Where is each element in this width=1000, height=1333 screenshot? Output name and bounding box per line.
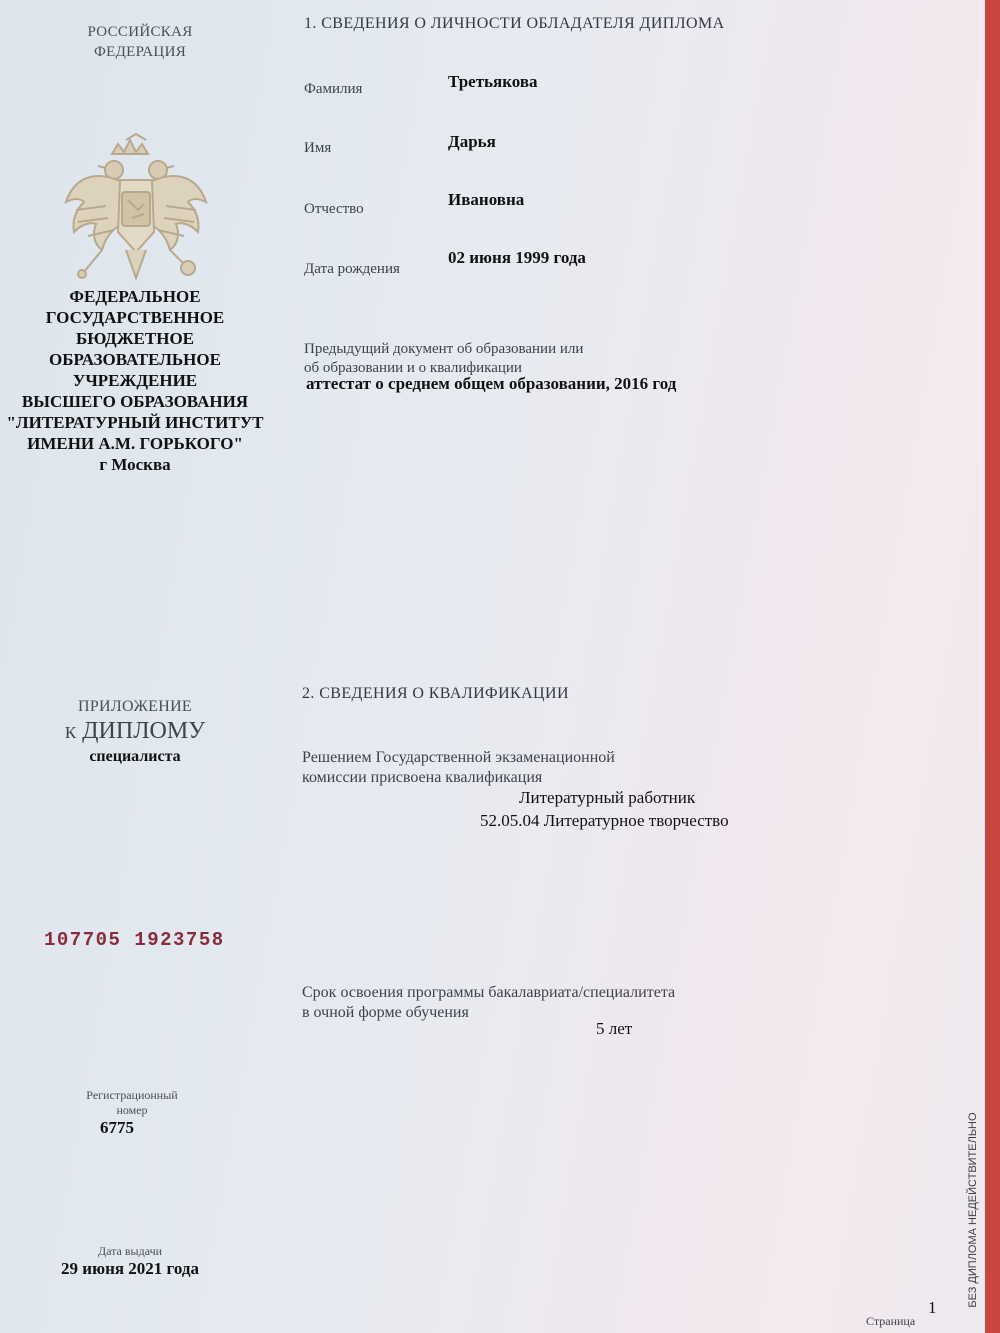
decision-line-1: Решением Государственной экзаменационной [302, 749, 615, 766]
institution-line: УЧРЕЖДЕНИЕ [72, 371, 198, 390]
dob-value: 02 июня 1999 года [448, 248, 586, 267]
invalid-without-diploma-note [962, 1090, 984, 1330]
supplement-prefix: К [64, 723, 77, 742]
prev-doc-label [304, 340, 583, 378]
institution-line: ГОСУДАРСТВЕННОЕ [45, 308, 225, 327]
name-label: Имя [304, 140, 332, 156]
specialty-value: 52.05.04 Литературное творчество [480, 811, 729, 830]
institution-line: ВЫСШЕГО ОБРАЗОВАНИЯ [21, 392, 249, 411]
issue-date: 29 июня 2021 года [61, 1259, 199, 1278]
country-line-1: РОССИЙСКАЯ [87, 24, 193, 40]
supplement-degree: специалиста [89, 748, 181, 765]
decision-line-2: комиссии присвоена квалификация [302, 769, 543, 786]
registration-label-2: номер [116, 1103, 148, 1117]
institution-line: БЮДЖЕТНОЕ [75, 329, 195, 348]
section-1-heading: 1. СВЕДЕНИЯ О ЛИЧНОСТИ ОБЛАДАТЕЛЯ ДИПЛОМА [304, 15, 725, 32]
issue-label: Дата выдачи [97, 1244, 163, 1258]
registration-number: 6775 [100, 1118, 134, 1137]
supplement-line-1: ПРИЛОЖЕНИЕ [77, 698, 192, 715]
section-2-heading: 2. СВЕДЕНИЯ О КВАЛИФИКАЦИИ [302, 685, 569, 702]
prev-doc-label-line-2: об образовании и о квалификации [304, 360, 522, 376]
dob-label: Дата рождения [304, 261, 400, 277]
surname-value: Третьякова [448, 72, 538, 91]
russian-coat-of-arms-icon [62, 132, 210, 284]
supplement-diploma: ДИПЛОМУ [82, 718, 206, 744]
serial-number: 107705 1923758 [44, 929, 225, 951]
issue-block [40, 1244, 220, 1279]
registration-label-1: Регистрационный [86, 1088, 178, 1102]
patronymic-label: Отчество [304, 201, 364, 217]
name-value: Дарья [448, 132, 496, 151]
supplement-title [40, 698, 230, 766]
term-label [302, 983, 675, 1023]
institution-city: г Москва [99, 455, 171, 474]
country-name [60, 22, 220, 62]
surname-label: Фамилия [304, 81, 363, 97]
term-label-line-1: Срок освоения программы бакалавриата/специалитета [302, 984, 676, 1001]
invalid-note-text: БЕЗ ДИПЛОМА НЕДЕЙСТВИТЕЛЬНО [967, 1112, 979, 1308]
supplement-line-2 [40, 716, 230, 748]
decision-label [302, 748, 615, 788]
institution-line: "ЛИТЕРАТУРНЫЙ ИНСТИТУТ [6, 413, 264, 432]
page-number: 1 [928, 1298, 937, 1317]
patronymic-value: Ивановна [448, 190, 525, 209]
country-line-2: ФЕДЕРАЦИЯ [93, 44, 187, 60]
institution-line: ФЕДЕРАЛЬНОЕ [69, 287, 201, 306]
qualification-value: Литературный работник [519, 788, 696, 807]
term-value: 5 лет [596, 1019, 633, 1038]
registration-block [52, 1088, 212, 1138]
institution-line: ИМЕНИ А.М. ГОРЬКОГО" [27, 434, 243, 453]
prev-doc-value: аттестат о среднем общем образовании, 2016 год [306, 374, 677, 393]
page-label: Страница [866, 1314, 916, 1328]
institution-name [5, 286, 265, 475]
term-label-line-2: в очной форме обучения [302, 1004, 469, 1021]
prev-doc-label-line-1: Предыдущий документ об образовании или [304, 341, 584, 357]
institution-line: ОБРАЗОВАТЕЛЬНОЕ [49, 350, 221, 369]
